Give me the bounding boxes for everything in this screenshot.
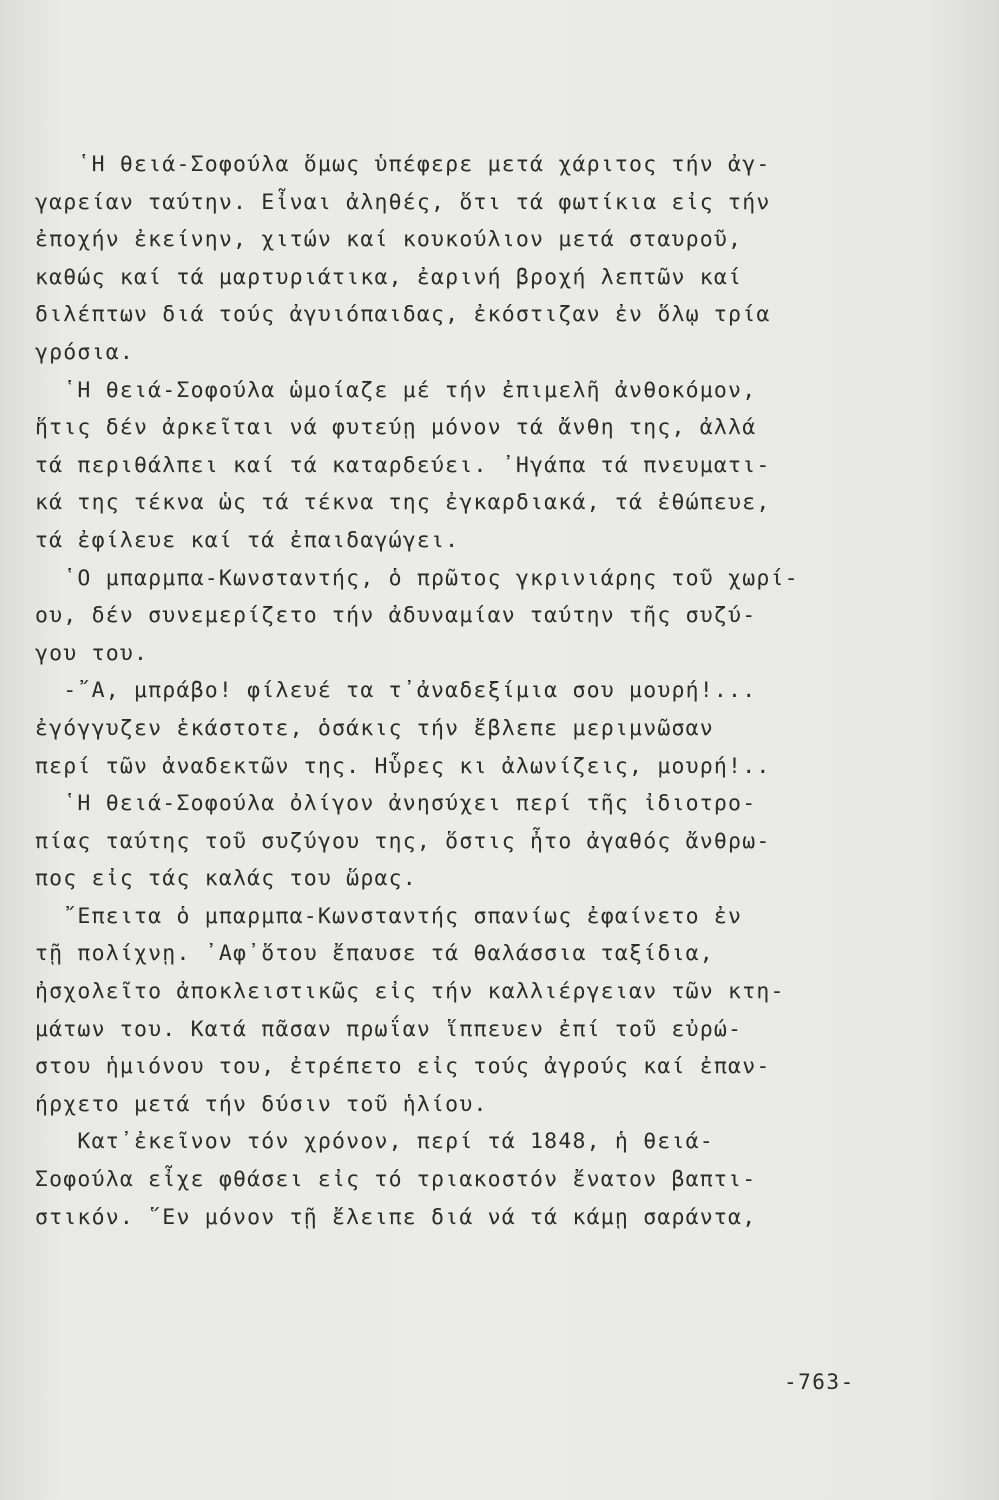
text-line: ῾Η θειά-Σοφούλα ὡμοίαζε μέ τήν ἐπιμελῆ ἀνθοκόμον, bbox=[35, 377, 757, 403]
text-line: διλέπτων διά τούς ἀγυιόπαιδας, ἐκόστιζαν ἐν ὅλῳ τρία bbox=[35, 302, 771, 328]
page-number: -763- bbox=[784, 1370, 855, 1394]
text-line: στου ἡμιόνου του, ἐτρέπετο εἰς τούς ἀγρούς καί ἐπαν- bbox=[35, 1054, 771, 1080]
text-line: γου του. bbox=[35, 640, 149, 666]
text-line: πος εἰς τάς καλάς του ὥρας. bbox=[35, 866, 417, 892]
text-line: ῾Ο μπαρμπα-Κωνσταντής, ὁ πρῶτος γκρινιάρης τοῦ χωρί- bbox=[35, 565, 799, 591]
text-line: ῾Η θειά-Σοφούλα ὅμως ὑπέφερε μετά χάριτος τήν ἀγ- bbox=[35, 152, 771, 177]
text-line: ήρχετο μετά τήν δύσιν τοῦ ἡλίου. bbox=[35, 1091, 488, 1117]
text-line: ῾Η θειά-Σοφούλα ὀλίγον ἀνησύχει περί τῆς ἰδιοτρο- bbox=[35, 791, 757, 817]
text-line: τά ἐφίλευε καί τά ἐπαιδαγώγει. bbox=[35, 527, 460, 553]
text-line: γρόσια. bbox=[35, 339, 135, 365]
text-line: Σοφούλα εἶχε φθάσει εἰς τό τριακοστόν ἔνατον βαπτι- bbox=[35, 1167, 757, 1193]
text-line: Κατ᾿ἐκεῖνον τόν χρόνον, περί τά 1848, ἡ θειά- bbox=[35, 1129, 714, 1155]
text-line: -῎Α, μπράβο! φίλευέ τα τ᾿ἀναδεξίμια σου μουρή!... bbox=[35, 678, 757, 704]
body-text bbox=[35, 146, 965, 1236]
text-line: ῎Επειτα ὁ μπαρμπα-Κωνσταντής σπανίως ἐφαίνετο ἐν bbox=[35, 903, 743, 929]
text-line: κά της τέκνα ὡς τά τέκνα της ἐγκαρδιακά, τά ἐθώπευε, bbox=[35, 490, 771, 516]
text-line: τῇ πολίχνῃ. ᾿Αφ᾿ὅτου ἔπαυσε τά θαλάσσια ταξίδια, bbox=[35, 941, 714, 967]
text-line: ἥτις δέν ἀρκεῖται νά φυτεύῃ μόνον τά ἄνθη της, ἀλλά bbox=[35, 415, 757, 441]
text-line: ἐποχήν ἐκείνην, χιτών καί κουκούλιον μετά σταυροῦ, bbox=[35, 227, 743, 253]
text-line: μάτων του. Κατά πᾶσαν πρωΐαν ἵππευεν ἐπί τοῦ εὐρώ- bbox=[35, 1016, 743, 1042]
text-line: τά περιθάλπει καί τά καταρδεύει. ᾿Ηγάπα τά πνευματι- bbox=[35, 452, 771, 478]
text-line: ου, δέν συνεμερίζετο τήν ἀδυναμίαν ταύτην τῆς συζύ- bbox=[35, 603, 757, 629]
text-line: ἠσχολεῖτο ἀποκλειστικῶς εἰς τήν καλλιέργειαν τῶν κτη- bbox=[35, 979, 785, 1005]
text-line: ἐγόγγυζεν ἑκάστοτε, ὁσάκις τήν ἔβλεπε μεριμνῶσαν bbox=[35, 715, 714, 741]
text-line: περί τῶν ἀναδεκτῶν της. Ηὗρες κι ἀλωνίζεις, μουρή!.. bbox=[35, 753, 771, 779]
text-line: καθώς καί τά μαρτυριάτικα, ἐαρινή βροχή λεπτῶν καί bbox=[35, 264, 743, 290]
text-line: στικόν. ῞Εν μόνον τῇ ἔλειπε διά νά τά κάμῃ σαράντα, bbox=[35, 1204, 757, 1230]
text-line: πίας ταύτης τοῦ συζύγου της, ὅστις ἦτο ἀγαθός ἄνθρω- bbox=[35, 828, 771, 854]
text-line: γαρείαν ταύτην. Εἶναι ἀληθές, ὅτι τά φωτίκια εἰς τήν bbox=[35, 189, 771, 215]
